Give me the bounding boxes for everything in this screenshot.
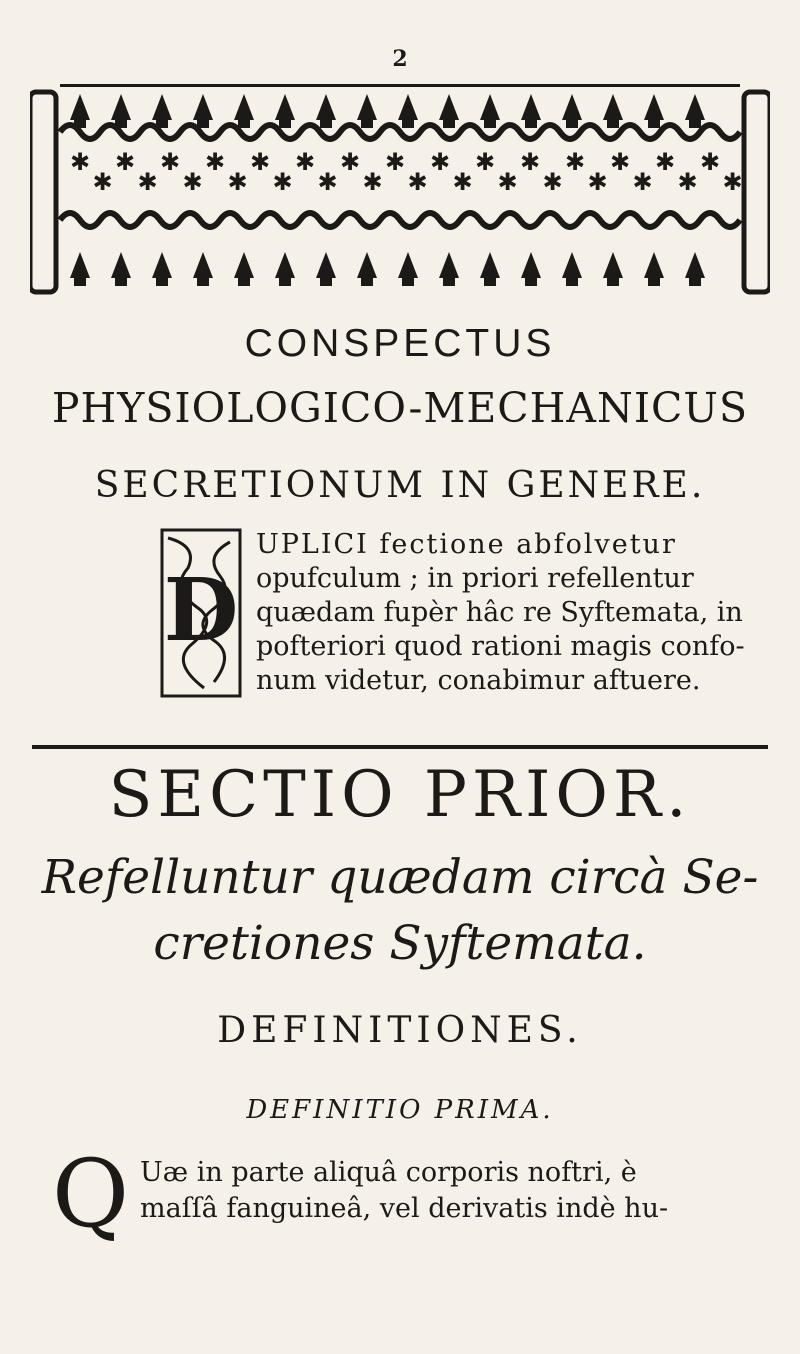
asterisk-mark: ✱ (317, 168, 338, 196)
asterisk-mark: ✱ (497, 168, 518, 196)
drop-cap-q: Q (52, 1140, 130, 1249)
page-number: 2 (392, 46, 408, 72)
asterisk-mark: ✱ (520, 148, 541, 176)
intro-line: UPLICI fectione abfolvetur (256, 529, 677, 560)
fleuron-mark (644, 252, 664, 286)
fleuron-mark (398, 94, 418, 128)
definitio-prima-heading: DEFINITIO PRIMA. (246, 1095, 554, 1125)
asterisk-mark: ✱ (137, 168, 158, 196)
chain-band-lower (60, 213, 740, 227)
fleuron-mark (439, 252, 459, 286)
asterisk-mark: ✱ (115, 148, 136, 176)
asterisk-row (70, 148, 743, 196)
fleuron-mark (234, 94, 254, 128)
side-ornament-right (744, 92, 770, 292)
intro-line: quædam fupèr hâc re Syftemata, in (256, 597, 743, 628)
asterisk-mark: ✱ (182, 168, 203, 196)
fleuron-mark (398, 252, 418, 286)
asterisk-mark: ✱ (655, 148, 676, 176)
paragraph-line-2: maſſâ fanguineâ, vel derivatis indè hu- (140, 1193, 669, 1224)
asterisk-mark: ✱ (70, 148, 91, 176)
asterisk-mark: ✱ (272, 168, 293, 196)
fleuron-mark (480, 252, 500, 286)
asterisk-mark: ✱ (160, 148, 181, 176)
asterisk-mark: ✱ (677, 168, 698, 196)
fleuron-mark (685, 252, 705, 286)
intro-line: opufculum ; in priori refellentur (256, 563, 694, 594)
fleuron-mark (685, 94, 705, 128)
initial-letter: D (163, 560, 239, 661)
asterisk-mark: ✱ (632, 168, 653, 196)
subheading-line-1: Refelluntur quædam circà Se- (41, 850, 759, 905)
asterisk-mark: ✱ (205, 148, 226, 176)
asterisk-mark: ✱ (407, 168, 428, 196)
fleuron-mark (316, 252, 336, 286)
asterisk-mark: ✱ (340, 148, 361, 176)
fleuron-row-top (60, 84, 740, 128)
asterisk-mark: ✱ (565, 148, 586, 176)
fleuron-mark (521, 94, 541, 128)
fleuron-mark (357, 252, 377, 286)
asterisk-mark: ✱ (587, 168, 608, 196)
fleuron-mark (357, 94, 377, 128)
fleuron-mark (603, 252, 623, 286)
fleuron-mark (644, 94, 664, 128)
fleuron-mark (275, 94, 295, 128)
title-conspectus: CONSPECTUS (244, 322, 556, 365)
asterisk-mark: ✱ (385, 148, 406, 176)
asterisk-mark: ✱ (362, 168, 383, 196)
fleuron-mark (111, 252, 131, 286)
asterisk-mark: ✱ (92, 168, 113, 196)
decorated-initial-d (160, 528, 242, 698)
fleuron-mark (275, 252, 295, 286)
paragraph-line-1: Uæ in parte aliquâ corporis noftri, è (140, 1157, 637, 1188)
title-physiologico-mechanicus: PHYSIOLOGICO-MECHANICUS (51, 384, 749, 432)
asterisk-mark: ✱ (542, 168, 563, 196)
intro-line: num videtur, conabimur aftuere. (256, 665, 701, 696)
asterisk-mark: ✱ (227, 168, 248, 196)
intro-line: pofteriori quod rationi magis confo- (256, 631, 745, 662)
fleuron-mark (193, 94, 213, 128)
asterisk-mark: ✱ (430, 148, 451, 176)
asterisk-mark: ✱ (250, 148, 271, 176)
definitiones-heading: DEFINITIONES. (217, 1010, 583, 1051)
fleuron-mark (480, 94, 500, 128)
side-ornament-left (30, 92, 56, 292)
fleuron-mark (152, 94, 172, 128)
fleuron-mark (152, 252, 172, 286)
fleuron-mark (234, 252, 254, 286)
subheading-line-2: cretiones Syftemata. (153, 916, 647, 971)
fleuron-mark (439, 94, 459, 128)
intro-paragraph (256, 528, 786, 698)
fleuron-mark (316, 94, 336, 128)
fleuron-mark (562, 252, 582, 286)
fleuron-mark (193, 252, 213, 286)
section-divider-rule (32, 744, 768, 750)
fleuron-mark (521, 252, 541, 286)
definition-paragraph (140, 1155, 780, 1227)
fleuron-row-bottom (70, 252, 705, 286)
fleuron-mark (562, 94, 582, 128)
fleuron-mark (70, 252, 90, 286)
asterisk-mark: ✱ (700, 148, 721, 176)
asterisk-mark: ✱ (452, 168, 473, 196)
asterisk-mark: ✱ (610, 148, 631, 176)
asterisk-mark: ✱ (722, 168, 743, 196)
fleuron-mark (603, 94, 623, 128)
section-subheading (0, 845, 800, 977)
ornamental-headpiece (30, 72, 770, 314)
section-heading: SECTIO PRIOR. (108, 758, 692, 832)
asterisk-mark: ✱ (475, 148, 496, 176)
asterisk-mark: ✱ (295, 148, 316, 176)
title-secretionum: SECRETIONUM IN GENERE. (94, 465, 706, 506)
